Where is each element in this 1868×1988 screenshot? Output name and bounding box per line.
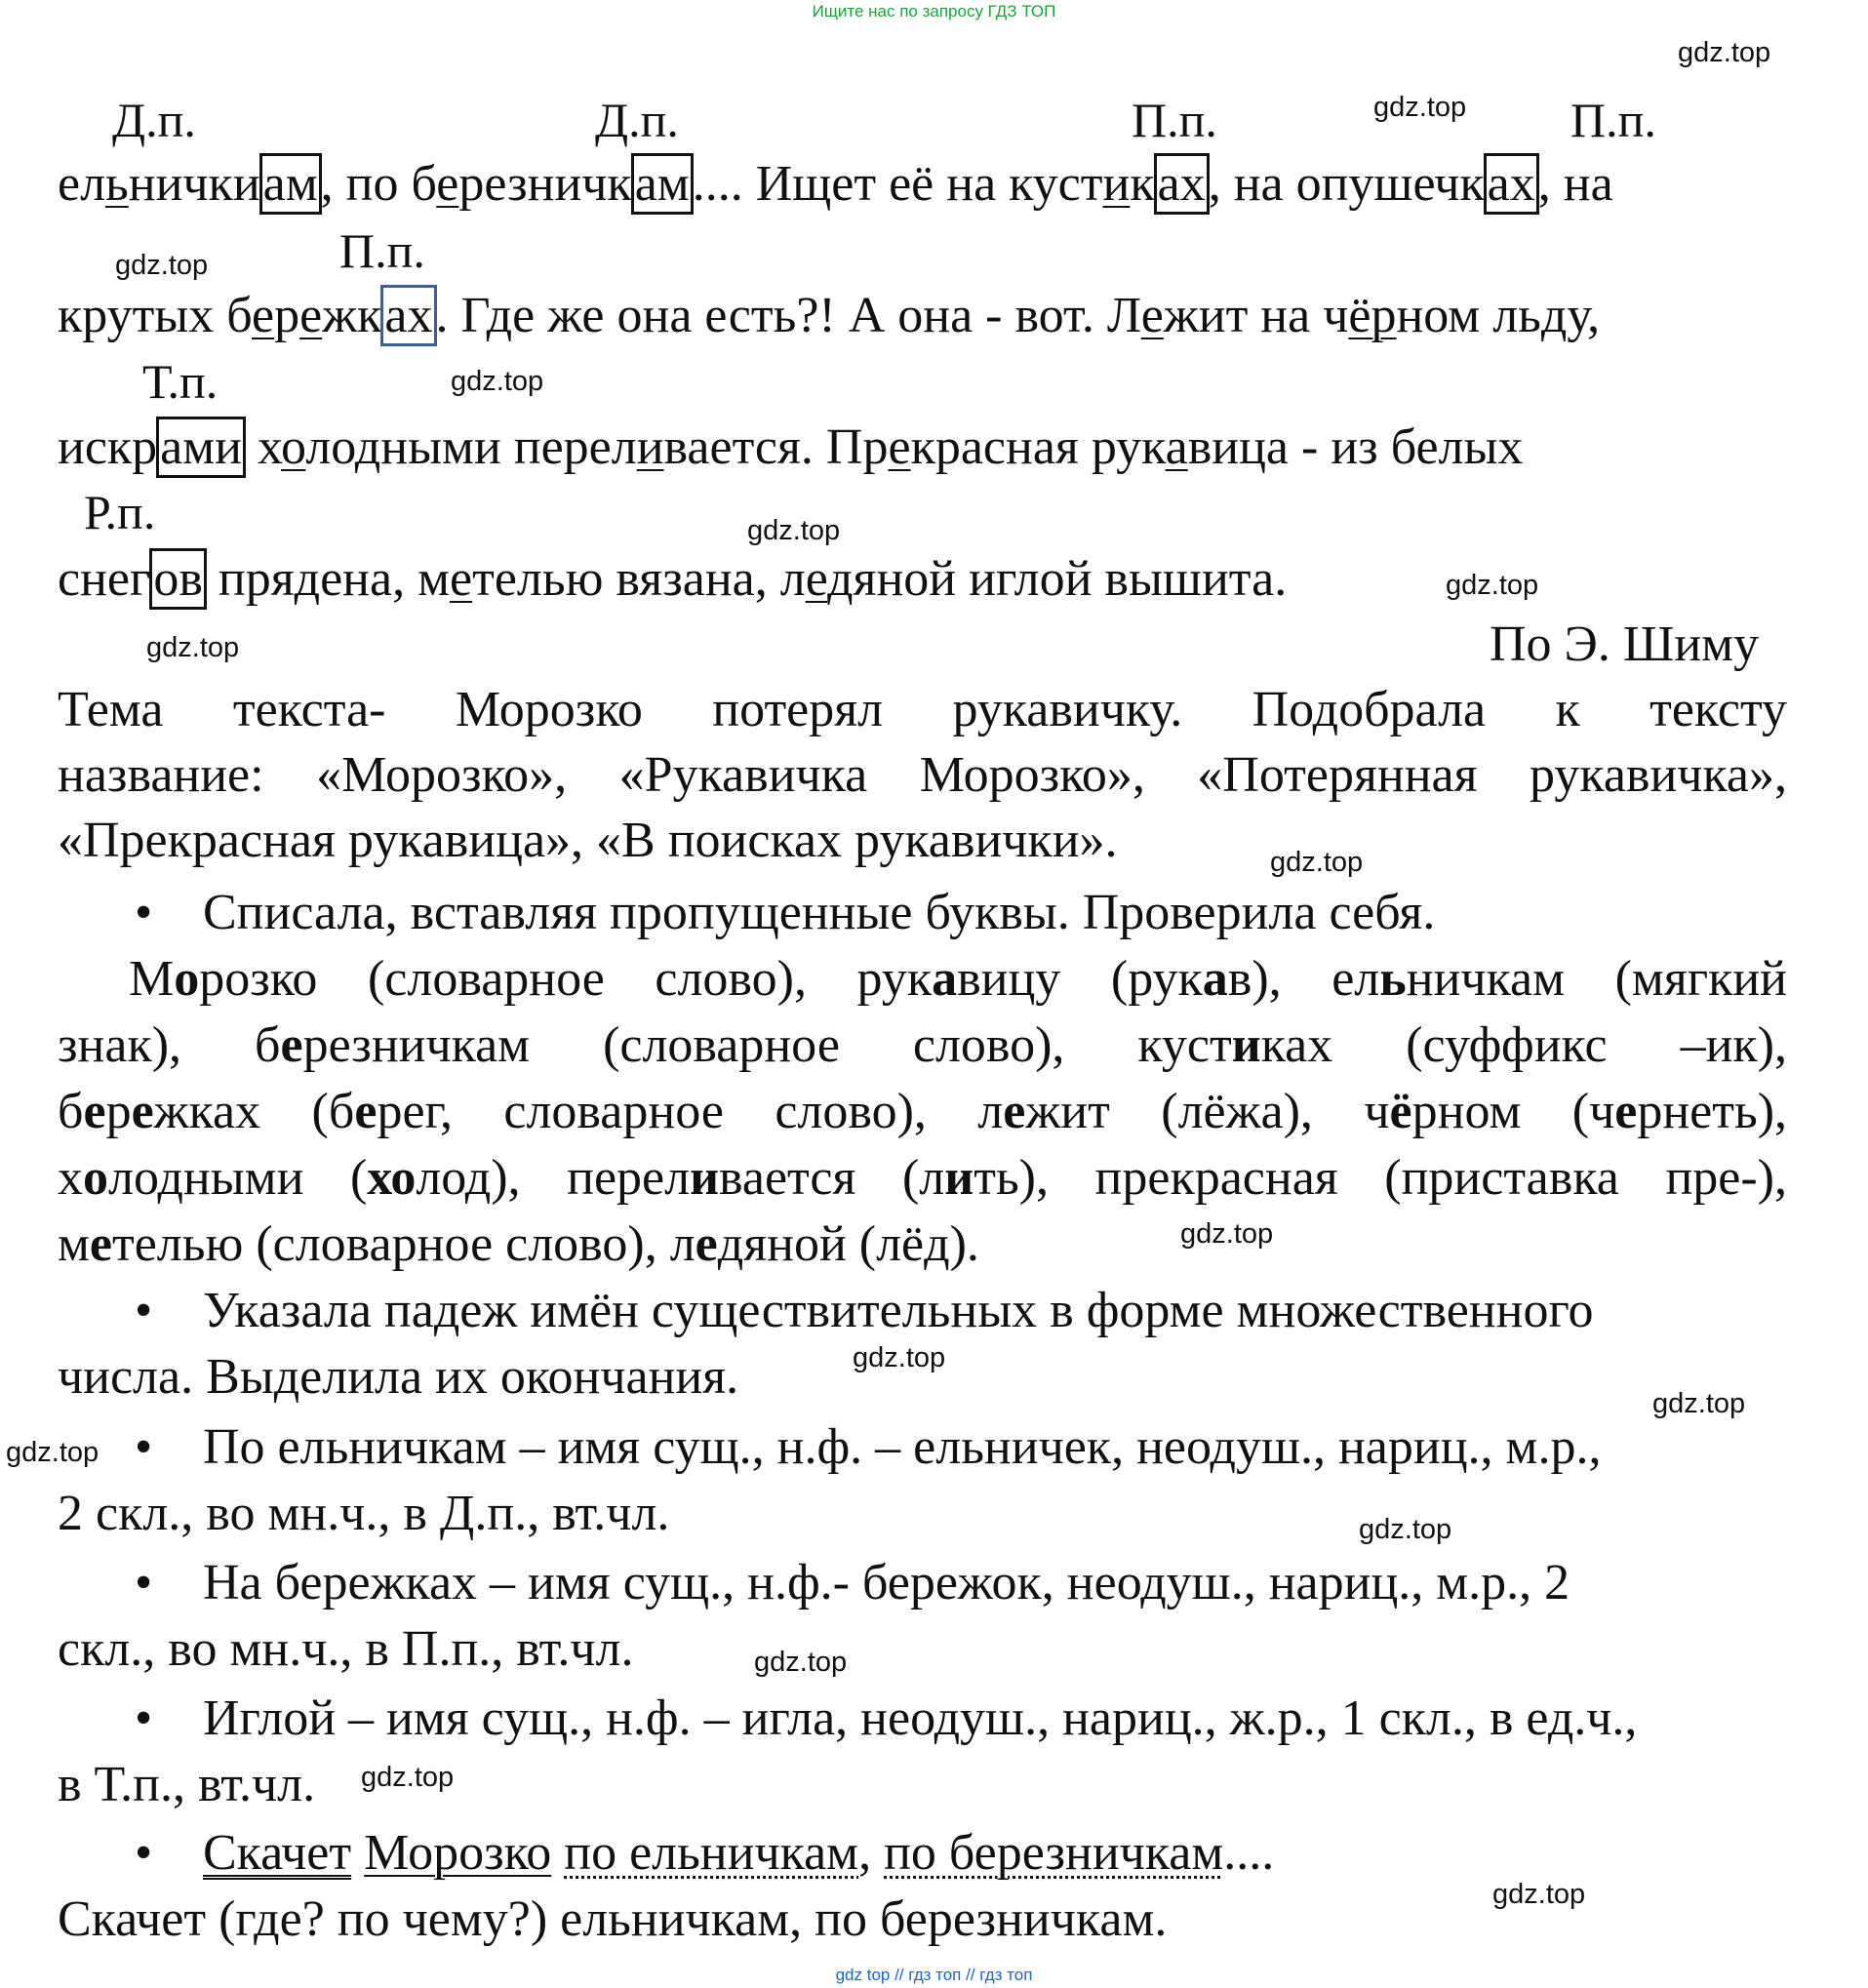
explanation-line-3: бережках (берег, словарное слово), лежит (лёжа), чёрном (чернеть), [58, 1084, 1788, 1139]
bullet: • [135, 1555, 153, 1610]
ending-box: ах [1154, 153, 1210, 215]
text-line-2: крутых бережках. Где же она есть?! А она - вот. Лежит на чёрном льду, [58, 291, 1600, 341]
explanation-line-2: знак), березничкам (словарное слово), кустиках (суффикс –ик), [58, 1017, 1787, 1073]
theme-line-3: «Прекрасная рукавица», «В поисках рукавички». [58, 813, 1118, 868]
watermark: gdz.top [853, 1342, 946, 1373]
case-label-rp: Р.п. [84, 485, 156, 539]
analysis-elnichkam: 2 скл., во мн.ч., в Д.п., вт.чл. [58, 1486, 670, 1541]
watermark: gdz.top [754, 1647, 848, 1678]
case-label-pp: П.п. [1570, 93, 1656, 147]
text-line-3: искрами холодными переливается. Прекрасная рукавица - из белых [58, 422, 1523, 473]
task-case: Указала падеж имён существительных в форме множественного [203, 1283, 1594, 1338]
ending-box: ам [259, 153, 322, 215]
bullet: • [135, 1825, 153, 1881]
ending-box: ам [631, 153, 694, 215]
ending-box: ах [380, 285, 436, 346]
bullet: • [135, 1419, 153, 1475]
watermark: gdz.top [1373, 92, 1467, 123]
case-label-dp: Д.п. [595, 93, 679, 147]
bottom-notice: gdz top // гдз топ // гдз топ [835, 1966, 1033, 1984]
ending-box: ами [156, 417, 246, 478]
analysis-berezhkah: На бережках – имя сущ., н.ф.- бережок, неодуш., нариц., м.р., 2 [203, 1555, 1570, 1610]
theme-line-2: название: «Морозко», «Рукавичка Морозко», «Потерянная рукавичка», [58, 747, 1787, 803]
text-line-1: ельничкиам, по березничкам.... Ищет её на кустиках, на опушечках, на [58, 159, 1613, 210]
case-label-pp: П.п. [1132, 93, 1217, 147]
watermark: gdz.top [747, 515, 841, 546]
watermark: gdz.top [1678, 37, 1771, 68]
ending-box: ах [1484, 153, 1539, 215]
explanation-line-5: метелью (словарное слово), ледяной (лёд). [58, 1216, 979, 1272]
author: По Э. Шиму [1490, 616, 1760, 672]
watermark: gdz.top [1492, 1879, 1586, 1910]
analysis-elnichkam: По ельничкам – имя сущ., н.ф. – ельничек, неодуш., нариц., м.р., [203, 1419, 1602, 1475]
watermark: gdz.top [361, 1762, 455, 1793]
bullet: • [135, 1690, 153, 1746]
bullet: • [135, 1283, 153, 1338]
sentence-question: Скачет (где? по чему?) ельничкам, по березничкам. [58, 1891, 1168, 1947]
watermark: gdz.top [1446, 570, 1539, 601]
task-case: числа. Выделила их окончания. [58, 1349, 739, 1405]
watermark: gdz.top [146, 632, 240, 663]
watermark: gdz.top [1359, 1514, 1452, 1545]
case-label-dp: Д.п. [112, 93, 196, 147]
watermark: gdz.top [1270, 847, 1364, 878]
case-label-tp: Т.п. [142, 354, 219, 409]
sentence-parse: Скачет Морозко по ельничкам, по березничкам.... [203, 1825, 1275, 1881]
theme-line-1: Тема текста- Морозко потерял рукавичку. Подобрала к тексту [58, 682, 1787, 737]
watermark: gdz.top [115, 250, 209, 281]
watermark: gdz.top [1180, 1218, 1274, 1250]
watermark: gdz.top [1652, 1388, 1746, 1419]
watermark: gdz.top [451, 366, 544, 397]
top-notice: Ищите нас по запросу ГДЗ ТОП [812, 2, 1056, 20]
analysis-berezhkah: скл., во мн.ч., в П.п., вт.чл. [58, 1621, 634, 1677]
analysis-igloy: в Т.п., вт.чл. [58, 1757, 316, 1812]
case-label-pp: П.п. [339, 223, 425, 278]
bullet: • [135, 885, 153, 940]
task-copied: Списала, вставляя пропущенные буквы. Проверила себя. [203, 885, 1436, 940]
analysis-igloy: Иглой – имя сущ., н.ф. – игла, неодуш., нариц., ж.р., 1 скл., в ед.ч., [203, 1690, 1638, 1746]
text-line-4: снегов прядена, метелью вязана, ледяной иглой вышита. [58, 554, 1287, 605]
ending-box: ов [149, 548, 207, 610]
watermark: gdz.top [6, 1437, 99, 1468]
explanation-line-4: холодными (холод), переливается (лить), прекрасная (приставка пре-), [58, 1150, 1787, 1206]
explanation-line-1: Морозко (словарное слово), рукавицу (рукав), ельничкам (мягкий [129, 951, 1787, 1007]
